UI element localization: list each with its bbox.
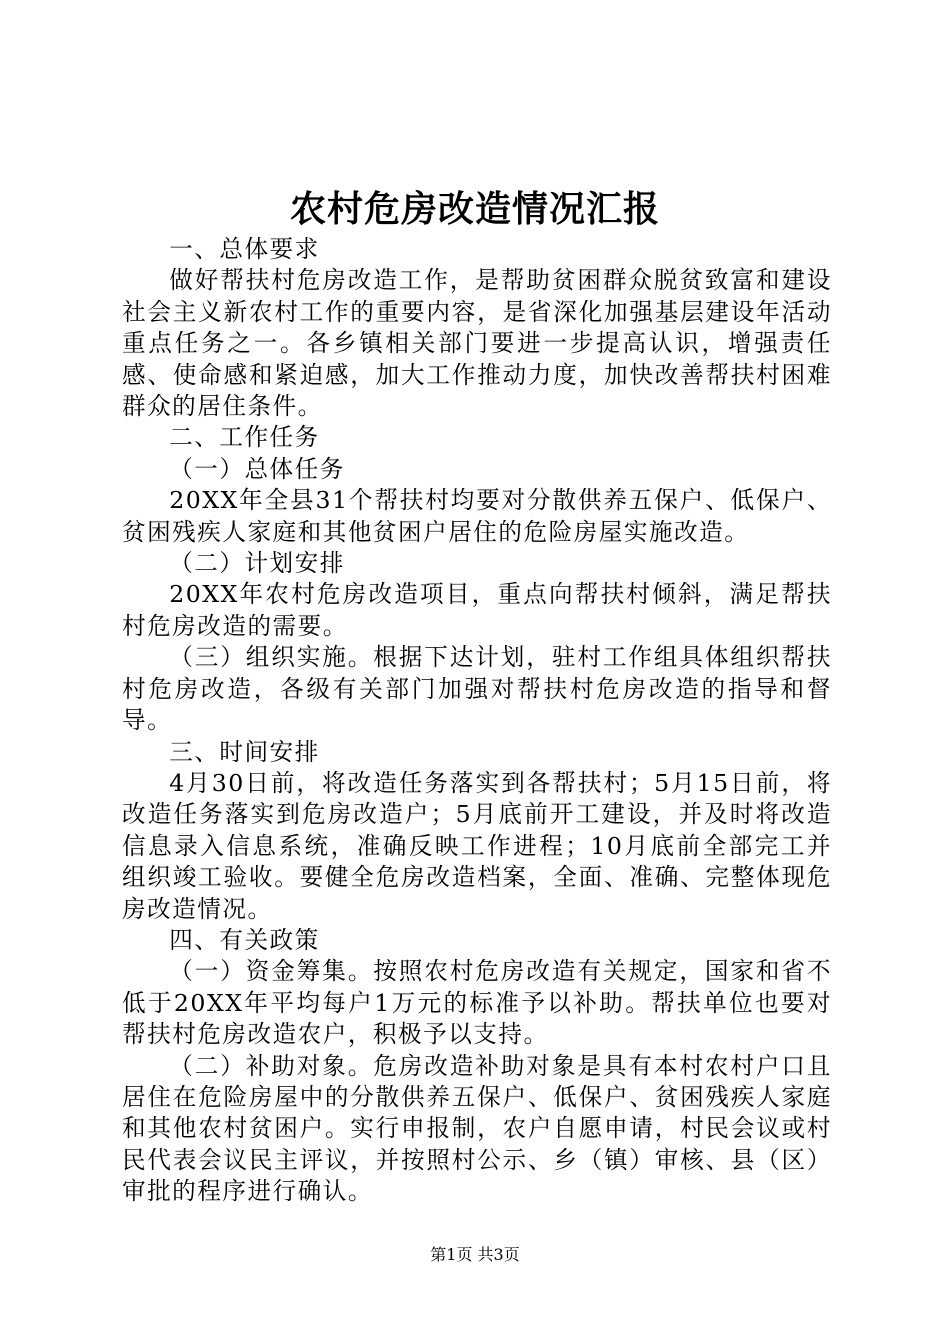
body-paragraph: （一）资金筹集。按照农村危房改造有关规定，国家和省不低于20XX年平均每户1万元的标准予以补助。帮扶单位也要对帮扶村危房改造农户，积极予以支持。 bbox=[122, 957, 832, 1049]
body-paragraph: （二）补助对象。危房改造补助对象是具有本村农村户口且居住在危险房屋中的分散供养五保户、低保户、贫困残疾人家庭和其他农村贫困户。实行申报制，农户自愿申请，村民会议或村民代表会议民主评议，并按照村公示、乡（镇）审核、县（区）审批的程序进行确认。 bbox=[122, 1051, 832, 1206]
subsection-heading: （二）计划安排 bbox=[169, 549, 345, 578]
body-paragraph: 20XX年全县31个帮扶村均要对分散供养五保户、低保户、贫困残疾人家庭和其他贫困户居住的危险房屋实施改造。 bbox=[122, 486, 832, 546]
body-paragraph: 20XX年农村危房改造项目，重点向帮扶村倾斜，满足帮扶村危房改造的需要。 bbox=[122, 580, 832, 640]
subsection-heading: （一）总体任务 bbox=[169, 454, 345, 483]
document-title: 农村危房改造情况汇报 bbox=[289, 188, 660, 230]
section-heading: 三、时间安排 bbox=[169, 737, 320, 766]
page-number-footer: 第1页 共3页 bbox=[430, 1245, 520, 1264]
document-body bbox=[122, 234, 832, 1208]
section-heading: 一、总体要求 bbox=[169, 235, 320, 263]
body-paragraph: 做好帮扶村危房改造工作，是帮助贫困群众脱贫致富和建设社会主义新农村工作的重要内容，是省深化加强基层建设年活动重点任务之一。各乡镇相关部门要进一步提高认识，增强责任感、使命感和紧迫感，加大工作推动力度，加快改善帮扶村困难群众的居住条件。 bbox=[122, 266, 832, 421]
body-paragraph: （三）组织实施。根据下达计划，驻村工作组具体组织帮扶村危房改造，各级有关部门加强对帮扶村危房改造的指导和督导。 bbox=[122, 643, 832, 735]
body-paragraph: 4月30日前，将改造任务落实到各帮扶村；5月15日前，将改造任务落实到危房改造户；5月底前开工建设，并及时将改造信息录入信息系统，准确反映工作进程；10月底前全部完工并组织竣工验收。要健全危房改造档案，全面、准确、完整体现危房改造情况。 bbox=[122, 768, 832, 923]
section-heading: 二、工作任务 bbox=[169, 423, 320, 452]
section-heading: 四、有关政策 bbox=[169, 925, 320, 954]
